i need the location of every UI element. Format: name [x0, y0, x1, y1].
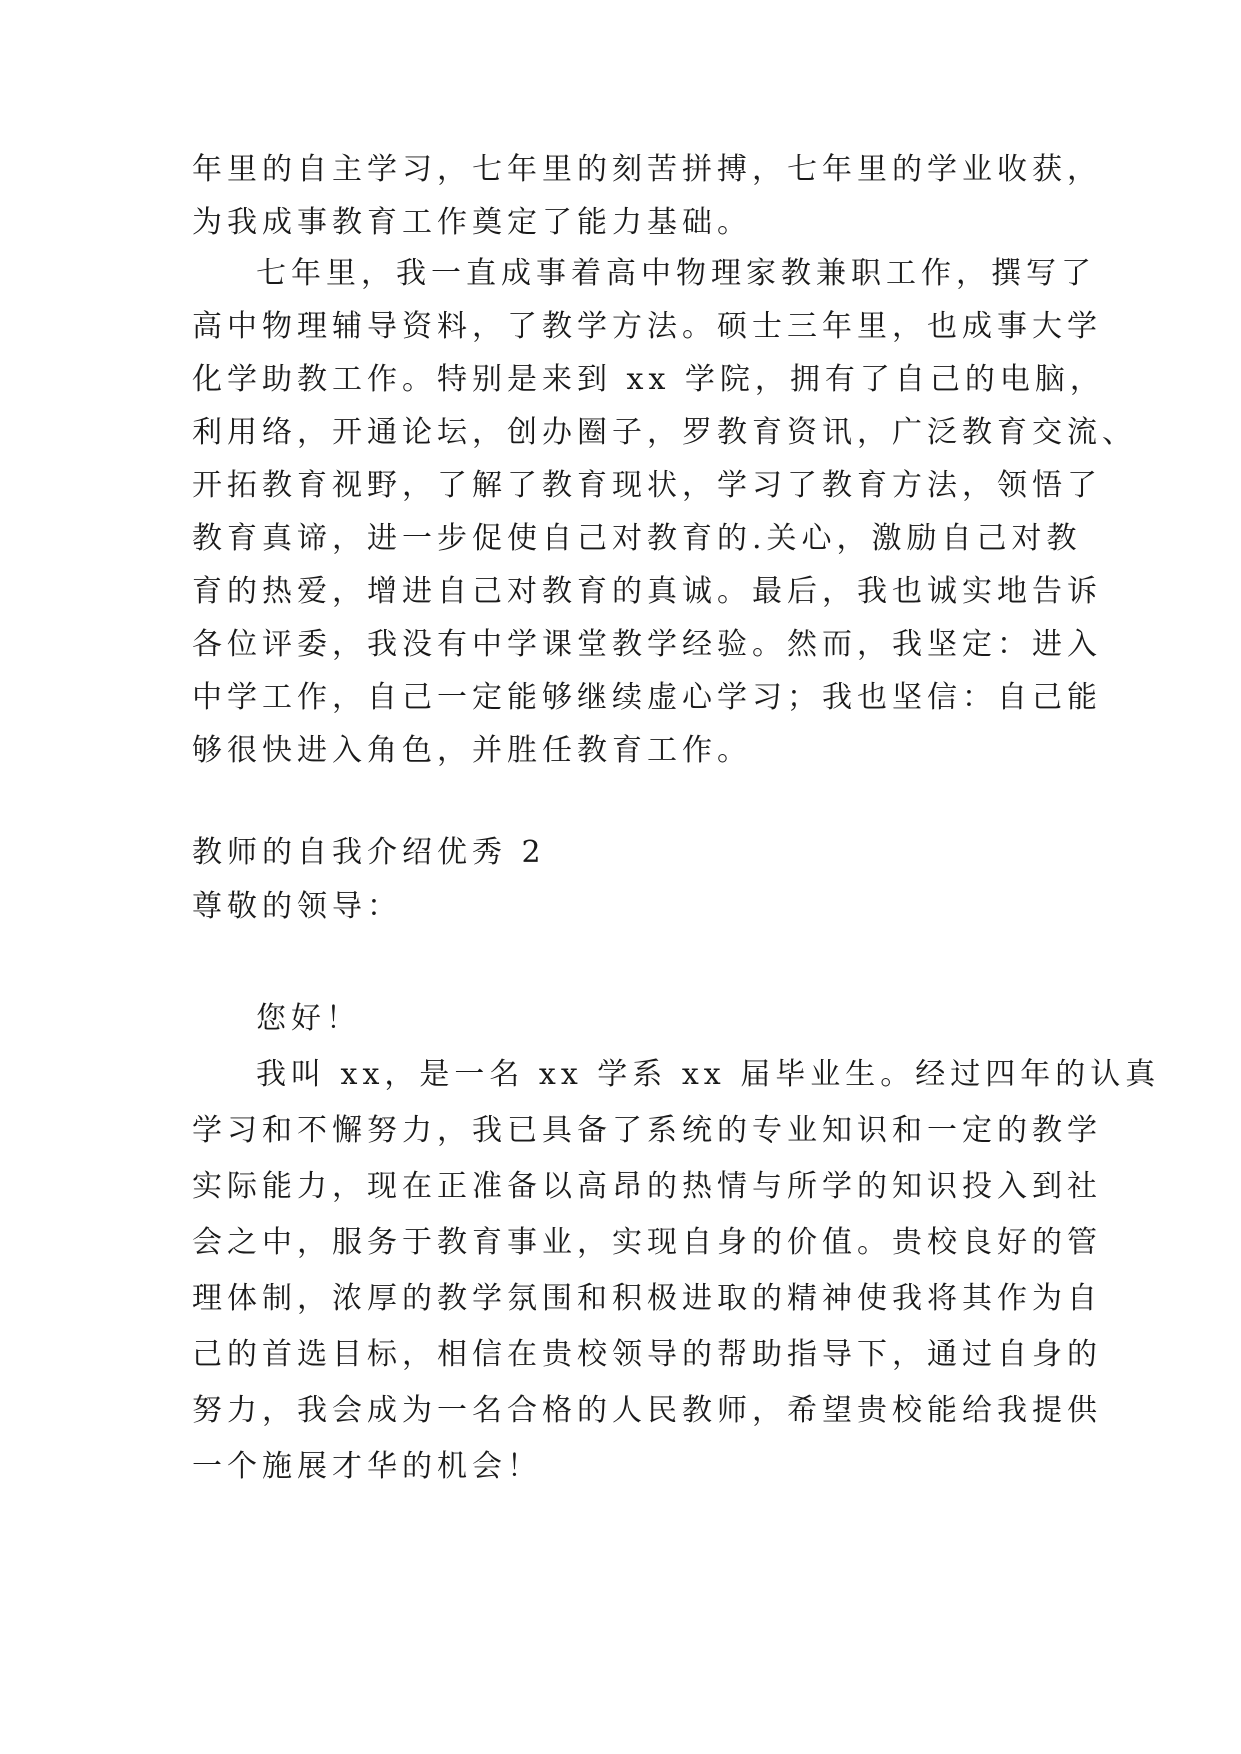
- paragraph: [192, 256, 1137, 769]
- text-line: 教育真谛，进一步促使自己对教育的.关心，激励自己对教: [192, 521, 1082, 556]
- text-line: 各位评委，我没有中学课堂教学经验。然而，我坚定：进入: [192, 627, 1102, 662]
- text-line: 中学工作，自己一定能够继续虚心学习；我也坚信：自己能: [192, 680, 1102, 715]
- paragraph: [192, 152, 1102, 241]
- text-line: 己的首选目标，相信在贵校领导的帮助指导下，通过自身的: [192, 1337, 1102, 1372]
- text-line: 利用络，开通论坛，创办圈子，罗教育资讯，广泛教育交流、: [192, 415, 1137, 450]
- section-heading: [192, 835, 1062, 871]
- text-line: 年里的自主学习，七年里的刻苦拼搏，七年里的学业收获，: [192, 152, 1102, 187]
- text-line: 尊敬的领导：: [192, 889, 402, 924]
- paragraph: [192, 1057, 1161, 1485]
- text-line: 我叫 xx，是一名 xx 学系 xx 届毕业生。经过四年的认真: [256, 1057, 1161, 1092]
- text-line: 学习和不懈努力，我已具备了系统的专业知识和一定的教学: [192, 1113, 1102, 1148]
- text-line: 化学助教工作。特别是来到 xx 学院，拥有了自己的电脑，: [192, 362, 1105, 397]
- text-line: 高中物理辅导资料，了教学方法。硕士三年里，也成事大学: [192, 309, 1102, 344]
- text-line: 教师的自我介绍优秀 2: [192, 835, 546, 870]
- text-line: 开拓教育视野，了解了教育现状，学习了教育方法，领悟了: [192, 468, 1102, 503]
- text-line: 会之中，服务于教育事业，实现自身的价值。贵校良好的管: [192, 1225, 1102, 1260]
- text-line: 实际能力，现在正准备以高昂的热情与所学的知识投入到社: [192, 1169, 1102, 1204]
- text-line: 育的热爱，增进自己对教育的真诚。最后，我也诚实地告诉: [192, 574, 1102, 609]
- salutation: [192, 889, 1062, 925]
- greeting: [192, 1001, 1062, 1037]
- text-line: 为我成事教育工作奠定了能力基础。: [192, 205, 752, 240]
- text-line: 理体制，浓厚的教学氛围和积极进取的精神使我将其作为自: [192, 1281, 1102, 1316]
- text-line: 努力，我会成为一名合格的人民教师，希望贵校能给我提供: [192, 1393, 1102, 1428]
- text-line: 您好！: [256, 1001, 361, 1036]
- text-line: 一个施展才华的机会！: [192, 1449, 542, 1484]
- text-line: 七年里，我一直成事着高中物理家教兼职工作，撰写了: [256, 256, 1096, 291]
- text-line: 够很快进入角色，并胜任教育工作。: [192, 733, 752, 768]
